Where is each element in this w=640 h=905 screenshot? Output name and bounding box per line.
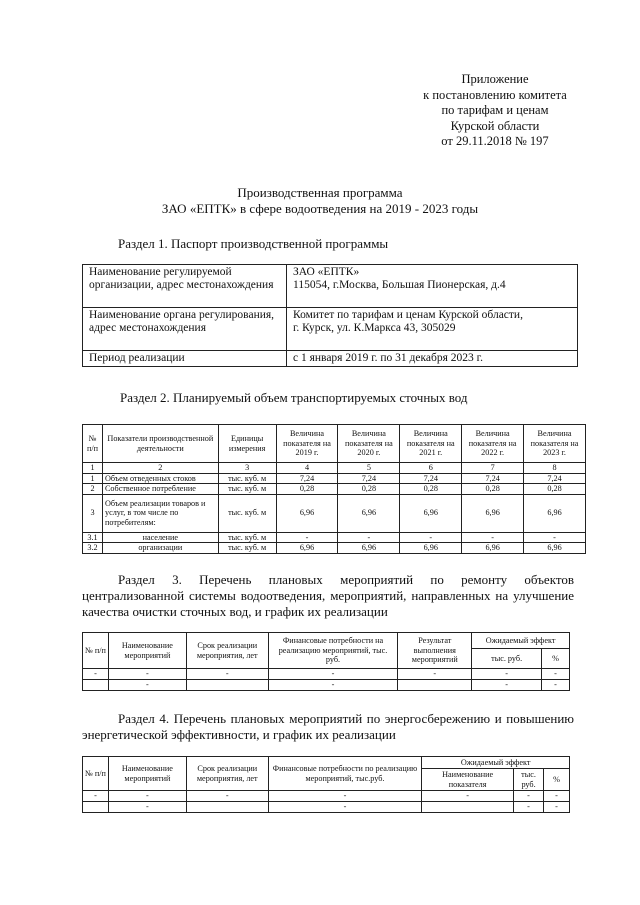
- header-cell: Величина показателя на 2020 г.: [338, 425, 400, 463]
- row-number: 2: [83, 484, 103, 495]
- table-cell: [398, 680, 472, 691]
- column-number: 3: [218, 463, 276, 474]
- row-value: 0,28: [276, 484, 338, 495]
- energy-table: [82, 756, 570, 813]
- table-cell: -: [542, 669, 570, 680]
- row-value: -: [338, 532, 400, 543]
- table-row: [83, 308, 578, 351]
- table-cell: -: [268, 791, 422, 802]
- row-number: 3.1: [83, 532, 103, 543]
- title-line: Производственная программа: [237, 185, 403, 200]
- row-number: 3: [83, 494, 103, 532]
- column-number: 1: [83, 463, 103, 474]
- table-row: [83, 802, 570, 813]
- table-row: [83, 543, 586, 554]
- row-value: 6,96: [524, 494, 586, 532]
- table-row: [83, 494, 586, 532]
- row-value: 0,28: [462, 484, 524, 495]
- column-number: 2: [102, 463, 218, 474]
- row-value: 0,28: [524, 484, 586, 495]
- measures-table: [82, 632, 570, 691]
- row-name: Объем реализации товаров и услуг, в том числе по потребителям:: [102, 494, 218, 532]
- table-cell: -: [472, 680, 542, 691]
- row-value: 6,96: [276, 494, 338, 532]
- row-value: -: [276, 532, 338, 543]
- table-cell: [422, 802, 514, 813]
- volume-table: [82, 424, 586, 554]
- table-cell: [186, 802, 268, 813]
- row-value: -: [400, 532, 462, 543]
- row-unit: тыс. куб. м: [218, 532, 276, 543]
- table-cell: -: [268, 669, 398, 680]
- table-header-row: [83, 425, 586, 463]
- header-cell: № п/п: [83, 425, 103, 463]
- row-value: 0,28: [338, 484, 400, 495]
- row-unit: тыс. куб. м: [218, 484, 276, 495]
- table-cell: -: [108, 791, 186, 802]
- header-cell: Ожидаемый эффект: [472, 633, 570, 649]
- table-cell: -: [186, 791, 268, 802]
- table-cell: [83, 680, 109, 691]
- table-row: [83, 532, 586, 543]
- table-cell: [83, 802, 109, 813]
- row-value: -: [462, 532, 524, 543]
- row-value: 7,24: [400, 473, 462, 484]
- header-cell: Показатели производственной деятельности: [102, 425, 218, 463]
- row-value: 6,96: [462, 494, 524, 532]
- table-cell: -: [544, 802, 570, 813]
- appendix-line: к постановлению комитета: [423, 87, 567, 102]
- row-value: 7,24: [338, 473, 400, 484]
- table-cell: -: [268, 802, 422, 813]
- header-cell: Наименование мероприятий: [108, 757, 186, 791]
- table-cell: -: [514, 791, 544, 802]
- row-value: 0,28: [400, 484, 462, 495]
- document-title: [60, 185, 580, 217]
- table-cell: -: [472, 669, 542, 680]
- row-value: 6,96: [524, 543, 586, 554]
- passport-value-line: Комитет по тарифам и ценам Курской области,: [293, 309, 523, 321]
- passport-label: Наименование регулируемой организации, адрес местонахождения: [83, 265, 287, 308]
- appendix-line: Курской области: [450, 118, 540, 133]
- table-row: [83, 669, 570, 680]
- table-cell: -: [186, 669, 268, 680]
- table-cell: -: [514, 802, 544, 813]
- row-name: население: [102, 532, 218, 543]
- row-value: 6,96: [400, 494, 462, 532]
- header-cell: Срок реализации мероприятия, лет: [186, 757, 268, 791]
- passport-value-line: ЗАО «ЕПТК»: [293, 266, 360, 278]
- passport-label: Наименование органа регулирования, адрес местонахождения: [83, 308, 287, 351]
- row-value: 7,24: [524, 473, 586, 484]
- section2-heading: Раздел 2. Планируемый объем транспортируемых сточных вод: [120, 390, 468, 405]
- table-header-row: [83, 633, 570, 649]
- header-cell: Финансовые потребности на реализацию мероприятий, тыс. руб.: [268, 633, 398, 669]
- table-cell: -: [83, 791, 109, 802]
- header-cell: тыс. руб.: [514, 769, 544, 791]
- header-cell: Финансовые потребности по реализацию мероприятий, тыс.руб.: [268, 757, 422, 791]
- table-cell: -: [398, 669, 472, 680]
- header-cell: Величина показателя на 2022 г.: [462, 425, 524, 463]
- row-value: 6,96: [338, 494, 400, 532]
- row-unit: тыс. куб. м: [218, 494, 276, 532]
- header-cell: Наименование мероприятий: [108, 633, 186, 669]
- column-number: 7: [462, 463, 524, 474]
- header-cell: %: [542, 649, 570, 669]
- passport-value: [287, 308, 578, 351]
- title-line: ЗАО «ЕПТК» в сфере водоотведения на 2019 - 2023 годы: [161, 201, 479, 216]
- table-cell: -: [422, 791, 514, 802]
- column-number: 8: [524, 463, 586, 474]
- passport-table: [82, 264, 578, 367]
- table-cell: [186, 680, 268, 691]
- column-number-row: [83, 463, 586, 474]
- table-row: [83, 473, 586, 484]
- passport-value-line: г. Курск, ул. К.Маркса 43, 305029: [293, 322, 456, 334]
- row-value: 6,96: [338, 543, 400, 554]
- section3-heading: Раздел 3. Перечень плановых мероприятий по ремонту объектов централизованной системы водоотведения, мероприятий, направленных на улучшение качества очистки сточных вод, и график их реализации: [82, 572, 574, 619]
- header-cell: Наименование показателя: [422, 769, 514, 791]
- table-cell: -: [83, 669, 109, 680]
- row-value: -: [524, 532, 586, 543]
- column-number: 4: [276, 463, 338, 474]
- passport-value-line: 115054, г.Москва, Большая Пионерская, д.4: [293, 279, 506, 291]
- table-cell: -: [544, 791, 570, 802]
- header-cell: № п/п: [83, 633, 109, 669]
- row-number: 1: [83, 473, 103, 484]
- section1-heading: Раздел 1. Паспорт производственной программы: [118, 236, 389, 251]
- table-cell: -: [108, 669, 186, 680]
- header-cell: Величина показателя на 2021 г.: [400, 425, 462, 463]
- row-value: 6,96: [462, 543, 524, 554]
- appendix-line: от 29.11.2018 № 197: [441, 134, 549, 148]
- row-name: Объем отведенных стоков: [102, 473, 218, 484]
- table-row: [83, 351, 578, 367]
- section4-heading: Раздел 4. Перечень плановых мероприятий по энергосбережению и повышению энергетической эффективности, и график их реализации: [82, 711, 574, 742]
- passport-value: [287, 265, 578, 308]
- header-cell: Результат выполнения мероприятий: [398, 633, 472, 669]
- row-value: 7,24: [276, 473, 338, 484]
- table-row: [83, 791, 570, 802]
- table-cell: -: [542, 680, 570, 691]
- column-number: 6: [400, 463, 462, 474]
- table-cell: -: [108, 680, 186, 691]
- header-cell: № п/п: [83, 757, 109, 791]
- header-cell: %: [544, 769, 570, 791]
- table-header-row: [83, 757, 570, 769]
- header-cell: Величина показателя на 2023 г.: [524, 425, 586, 463]
- passport-value: с 1 января 2019 г. по 31 декабря 2023 г.: [287, 351, 578, 367]
- row-value: 6,96: [400, 543, 462, 554]
- table-row: [83, 484, 586, 495]
- header-cell: Величина показателя на 2019 г.: [276, 425, 338, 463]
- row-unit: тыс. куб. м: [218, 543, 276, 554]
- row-name: организации: [102, 543, 218, 554]
- row-unit: тыс. куб. м: [218, 473, 276, 484]
- appendix-block: [400, 72, 590, 150]
- header-cell: Единицы измерения: [218, 425, 276, 463]
- appendix-line: по тарифам и ценам: [441, 103, 549, 117]
- row-number: 3.2: [83, 543, 103, 554]
- table-cell: -: [108, 802, 186, 813]
- column-number: 5: [338, 463, 400, 474]
- appendix-line: Приложение: [461, 72, 529, 86]
- row-value: 7,24: [462, 473, 524, 484]
- table-cell: -: [268, 680, 398, 691]
- table-row: [83, 680, 570, 691]
- table-row: [83, 265, 578, 308]
- row-name: Собственное потребление: [102, 484, 218, 495]
- header-cell: Срок реализации мероприятия, лет: [186, 633, 268, 669]
- header-cell: Ожидаемый эффект: [422, 757, 570, 769]
- passport-label: Период реализации: [83, 351, 287, 367]
- row-value: 6,96: [276, 543, 338, 554]
- header-cell: тыс. руб.: [472, 649, 542, 669]
